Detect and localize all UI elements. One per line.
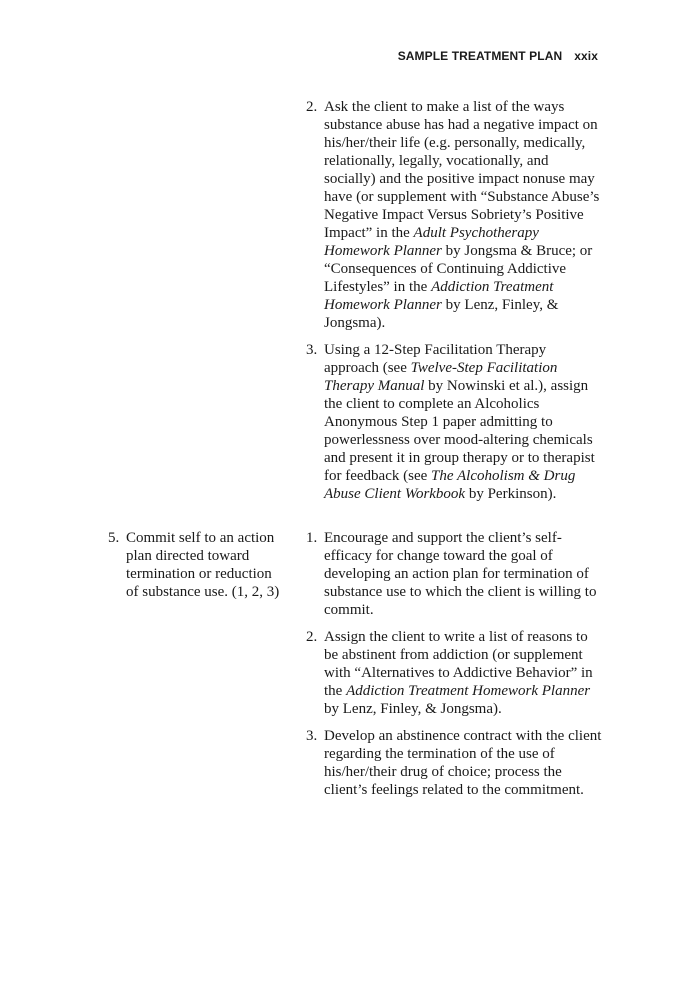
intervention-text: by Lenz, Finley, & Jongsma).: [324, 701, 502, 717]
book-title: Addiction Treatment Homework Planner: [346, 683, 591, 699]
interventions-continued: [306, 98, 602, 503]
book-title: Adult Psychotherapy Homework Planner: [324, 225, 539, 259]
intervention-number: 1.: [306, 530, 318, 546]
intervention-text: by Perkinson).: [465, 486, 557, 502]
intervention-number: 2.: [306, 629, 318, 645]
intervention-text: by Nowinski et al.), assign the client to complete an Alcoholics Anonymous Step 1 paper admitting to powerlessness over mood-altering chemicals and present it in group therapy or to therapist for feedback (see: [324, 378, 595, 484]
book-title: The Alcoholism & Drug Abuse Client Workbook: [324, 468, 576, 502]
objective-text: Commit self to an action plan directed toward termination or reduction of substance use. (1, 2, 3): [126, 530, 280, 600]
intervention-number: 2.: [306, 99, 318, 115]
intervention-text: Using a 12-Step Facilitation Therapy approach (see: [324, 342, 547, 376]
intervention-item: [306, 529, 602, 619]
running-head: [398, 49, 598, 63]
intervention-number: 3.: [306, 728, 318, 744]
objective-number: 5.: [108, 530, 120, 546]
book-title: Twelve-Step Facilitation Therapy Manual: [324, 360, 558, 394]
intervention-item: [306, 727, 602, 799]
intervention-text: Encourage and support the client’s self-efficacy for change toward the goal of developing an action plan for termination of substance use to which the client is willing to commit.: [324, 530, 597, 618]
running-head-title: SAMPLE TREATMENT PLAN: [397, 49, 563, 63]
intervention-item: [306, 98, 602, 332]
objective-item: [108, 529, 288, 601]
intervention-item: [306, 628, 602, 718]
objective-entry: [108, 529, 288, 601]
intervention-text: Develop an abstinence contract with the client regarding the termination of the use of his/her/their drug of choice; process the client’s feelings related to the commitment.: [324, 728, 602, 798]
intervention-text: by Lenz, Finley, & Jongsma).: [324, 297, 559, 331]
intervention-number: 3.: [306, 342, 318, 358]
intervention-item: [306, 341, 602, 503]
intervention-text: Ask the client to make a list of the ways substance abuse has had a negative impact on his/her/their life (e.g. personally, medically, relationally, legally, vocationally, and socially) and the positive impact nonuse may have (or supplement with “Substance Abuse’s Negative Impact Versus Sobriety’s Positive Impact” in the: [324, 99, 600, 241]
intervention-text: by Jongsma & Bruce; or “Consequences of Continuing Addictive Lifestyles” in the: [324, 243, 593, 295]
intervention-text: Assign the client to write a list of reasons to be abstinent from addiction (or supplement with “Alternatives to Addictive Behavior” in the: [324, 629, 593, 699]
book-title: Addiction Treatment Homework Planner: [324, 279, 554, 313]
page-number: xxix: [574, 49, 598, 63]
interventions-objective-5: [306, 529, 602, 799]
